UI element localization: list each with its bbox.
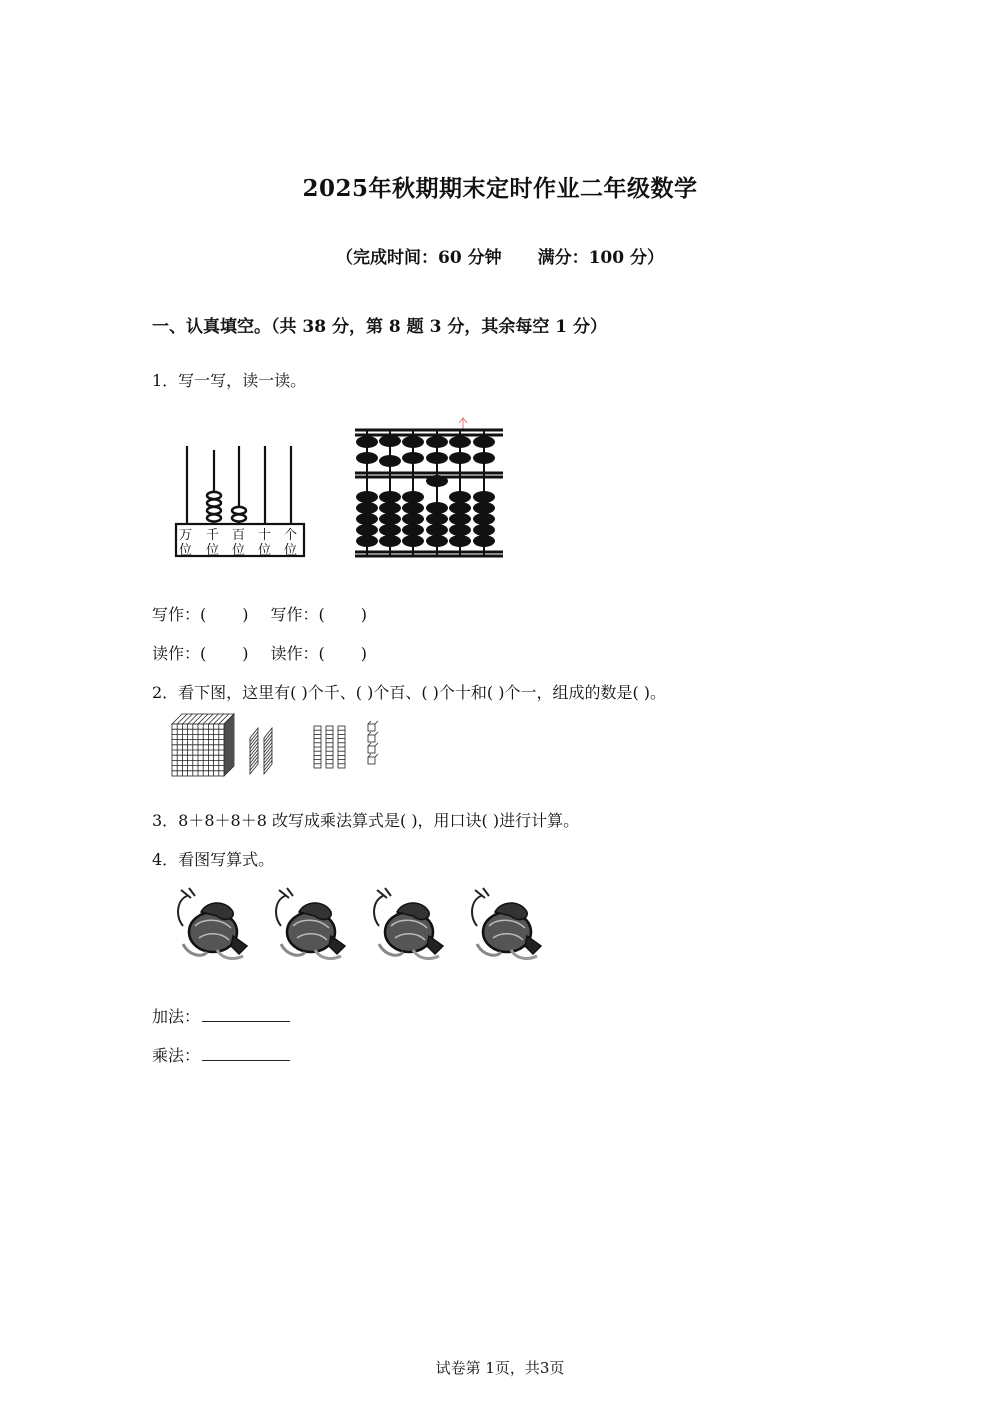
label-wei-4: 位 <box>258 543 272 558</box>
abacus-bead <box>426 513 448 525</box>
exam-title: 2025年秋期期末定时作业二年级数学 <box>302 175 698 202</box>
read-label-1: 读作：( <box>152 644 207 663</box>
multiplication-answer-line[interactable] <box>202 1046 290 1061</box>
abacus-bead <box>356 513 378 525</box>
addition-row <box>152 1004 290 1027</box>
label-qian: 千 <box>206 528 220 543</box>
abacus-bead <box>473 535 495 547</box>
abacus-bead <box>449 491 471 503</box>
counting-bead <box>232 514 246 521</box>
unit-cube <box>368 724 375 731</box>
write-close-2: ) <box>360 605 367 624</box>
multiplication-label: 乘法： <box>152 1046 201 1065</box>
abacus-bead <box>426 436 448 448</box>
abacus-bead <box>402 452 424 464</box>
abacus-bead <box>473 436 495 448</box>
abacus-bead <box>402 491 424 503</box>
counting-bead <box>207 514 221 521</box>
abacus-bead <box>379 524 401 536</box>
label-wei-1: 位 <box>179 543 193 558</box>
abacus-bead <box>379 513 401 525</box>
abacus-bead <box>473 491 495 503</box>
time-limit: （完成时间：60 分钟 <box>336 248 502 268</box>
label-shi: 十 <box>258 528 272 543</box>
abacus-bead <box>449 524 471 536</box>
abacus-bead <box>356 452 378 464</box>
abacus-bead <box>473 502 495 514</box>
abacus-bead <box>426 502 448 514</box>
abacus-bead <box>356 535 378 547</box>
label-wan: 万 <box>179 528 193 543</box>
base-ten-blocks-figure <box>168 712 398 782</box>
abacus-bead <box>356 436 378 448</box>
abacus-bead <box>426 524 448 536</box>
question-1-prompt: 1．写一写，读一读。 <box>152 371 307 390</box>
abacus-bead <box>449 436 471 448</box>
abacus-bead <box>379 455 401 467</box>
section-1-heading: 一、认真填空。（共 38 分，第 8 题 3 分，其余每空 1 分） <box>152 317 607 337</box>
addition-answer-line[interactable] <box>202 1007 290 1022</box>
counting-bead <box>207 499 221 506</box>
abacus-bead <box>402 513 424 525</box>
read-close-2: ) <box>360 644 367 663</box>
counting-bead <box>207 507 221 514</box>
counting-frame-figure <box>172 438 312 563</box>
counting-bead <box>207 492 221 499</box>
abacus-bead <box>379 535 401 547</box>
label-wei-5: 位 <box>284 543 298 558</box>
label-ge: 个 <box>284 528 298 543</box>
read-label-2: 读作：( <box>270 644 325 663</box>
write-close-1: ) <box>242 605 249 624</box>
multiplication-row <box>152 1043 290 1066</box>
abacus-bead <box>356 491 378 503</box>
hermit-crab-icon <box>472 888 541 958</box>
abacus-bead <box>449 513 471 525</box>
exam-subtitle <box>0 243 1000 268</box>
write-label-1: 写作：( <box>152 605 207 624</box>
abacus-bead <box>473 524 495 536</box>
hermit-crab-icon <box>178 888 247 958</box>
abacus-bead <box>379 502 401 514</box>
question-1-read-row <box>152 641 367 664</box>
abacus-bead <box>426 535 448 547</box>
abacus-bead <box>379 491 401 503</box>
read-close-1: ) <box>242 644 249 663</box>
unit-cube <box>368 757 375 764</box>
abacus-bead <box>449 502 471 514</box>
addition-label: 加法： <box>152 1007 201 1026</box>
write-label-2: 写作：( <box>270 605 325 624</box>
abacus-bead <box>426 475 448 487</box>
counting-bead <box>232 507 246 514</box>
hermit-crab-pictures <box>165 882 555 962</box>
page-footer: 试卷第 1页，共3页 <box>435 1359 565 1377</box>
hermit-crab-icon <box>276 888 345 958</box>
label-wei-2: 位 <box>206 543 220 558</box>
full-score: 满分：100 分） <box>537 248 664 268</box>
abacus-bead <box>426 452 448 464</box>
abacus-figure <box>350 415 510 560</box>
unit-cube <box>368 735 375 742</box>
mark-arrow-icon <box>459 418 467 429</box>
abacus-bead <box>449 535 471 547</box>
abacus-bead <box>449 452 471 464</box>
abacus-bead <box>402 436 424 448</box>
label-bai: 百 <box>232 528 246 543</box>
question-3-prompt: 3．8＋8＋8＋8 改写成乘法算式是( )，用口诀( )进行计算。 <box>152 811 580 830</box>
question-1-write-row <box>152 602 367 625</box>
abacus-bead <box>379 435 401 447</box>
abacus-bead <box>473 513 495 525</box>
abacus-bead <box>473 452 495 464</box>
abacus-bead <box>402 524 424 536</box>
abacus-bead <box>402 502 424 514</box>
question-2-prompt: 2．看下图，这里有( )个千、( )个百、( )个十和( )个一，组成的数是( )。 <box>152 683 667 702</box>
abacus-bead <box>356 524 378 536</box>
unit-cube <box>368 746 375 753</box>
hermit-crab-icon <box>374 888 443 958</box>
label-wei-3: 位 <box>232 543 246 558</box>
question-4-prompt: 4．看图写算式。 <box>152 850 275 869</box>
abacus-bead <box>402 535 424 547</box>
abacus-bead <box>356 502 378 514</box>
